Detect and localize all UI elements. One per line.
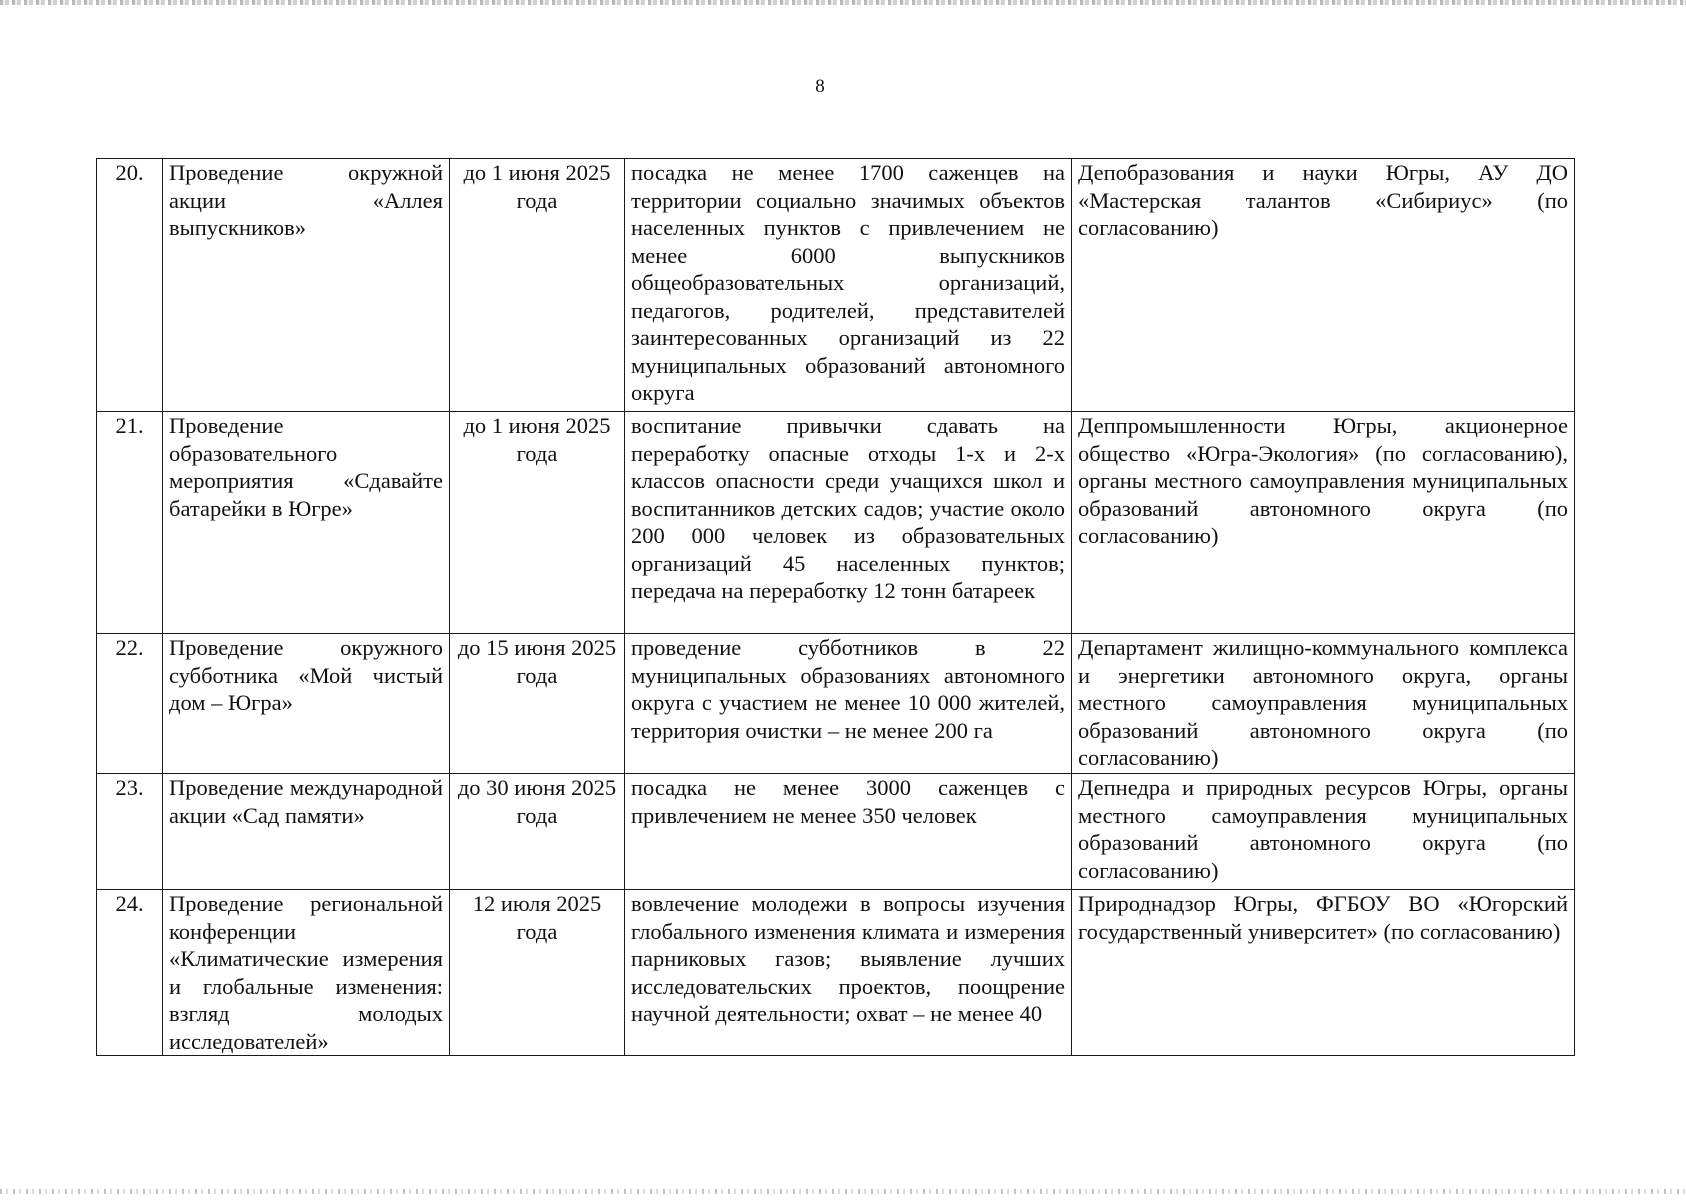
table-row [97, 412, 1575, 634]
activity-result: посадка не менее 1700 саженцев на территории социально значимых объектов населенных пунктов с привлечением не менее 6000 выпускников общеобразовательных организаций, педагогов, родителей, представителей заинтересованных организаций из 22 муниципальных образований автономного округа [625, 159, 1072, 412]
activity-responsible: Депнедра и природных ресурсов Югры, органы местного самоуправления муниципальных образований автономного округа (по согласованию) [1072, 774, 1575, 890]
activity-deadline: до 30 июня 2025 года [450, 774, 625, 890]
activities-table [96, 158, 1575, 1056]
activity-responsible: Департамент жилищно-коммунального комплекса и энергетики автономного округа, органы местного самоуправления муниципальных образований автономного округа (по согласованию) [1072, 634, 1575, 774]
page-number: 8 [815, 76, 825, 97]
scan-edge-bottom [0, 1189, 1686, 1194]
table-row [97, 774, 1575, 890]
row-number: 23. [97, 774, 163, 890]
activity-result: вовлечение молодежи в вопросы изучения глобального изменения климата и измерения парниковых газов; выявление лучших исследовательских проектов, поощрение научной деятельности; охват – не менее 40 [625, 890, 1072, 1056]
activity-name: Проведение международной акции «Сад памяти» [163, 774, 450, 890]
table-row [97, 890, 1575, 1056]
activity-name: Проведение окружной акции «Аллея выпускников» [163, 159, 450, 412]
activity-name: Проведение образовательного мероприятия «Сдавайте батарейки в Югре» [163, 412, 450, 634]
row-number: 24. [97, 890, 163, 1056]
activity-responsible: Деппромышленности Югры, акционерное общество «Югра-Экология» (по согласованию), органы местного самоуправления муниципальных образований автономного округа (по согласованию) [1072, 412, 1575, 634]
activity-responsible: Депобразования и науки Югры, АУ ДО «Мастерская талантов «Сибириус» (по согласованию) [1072, 159, 1575, 412]
table-row [97, 634, 1575, 774]
activity-result: посадка не менее 3000 саженцев с привлечением не менее 350 человек [625, 774, 1072, 890]
activity-deadline: 12 июля 2025 года [450, 890, 625, 1056]
activity-deadline: до 15 июня 2025 года [450, 634, 625, 774]
row-number: 20. [97, 159, 163, 412]
activity-result: проведение субботников в 22 муниципальных образованиях автономного округа с участием не менее 10 000 жителей, территория очистки – не менее 200 га [625, 634, 1072, 774]
row-number: 21. [97, 412, 163, 634]
activity-deadline: до 1 июня 2025 года [450, 412, 625, 634]
scan-edge-top [0, 0, 1686, 5]
activity-name: Проведение региональной конференции «Климатические измерения и глобальные изменения: взгляд молодых исследователей» [163, 890, 450, 1056]
activity-result: воспитание привычки сдавать на переработку опасные отходы 1-х и 2-х классов опасности среди учащихся школ и воспитанников детских садов; участие около 200 000 человек из образовательных организаций 45 населенных пунктов; передача на переработку 12 тонн батареек [625, 412, 1072, 634]
table-row [97, 159, 1575, 412]
activity-name: Проведение окружного субботника «Мой чистый дом – Югра» [163, 634, 450, 774]
activity-responsible: Природнадзор Югры, ФГБОУ ВО «Югорский государственный университет» (по согласованию) [1072, 890, 1575, 1056]
row-number: 22. [97, 634, 163, 774]
activity-deadline: до 1 июня 2025 года [450, 159, 625, 412]
